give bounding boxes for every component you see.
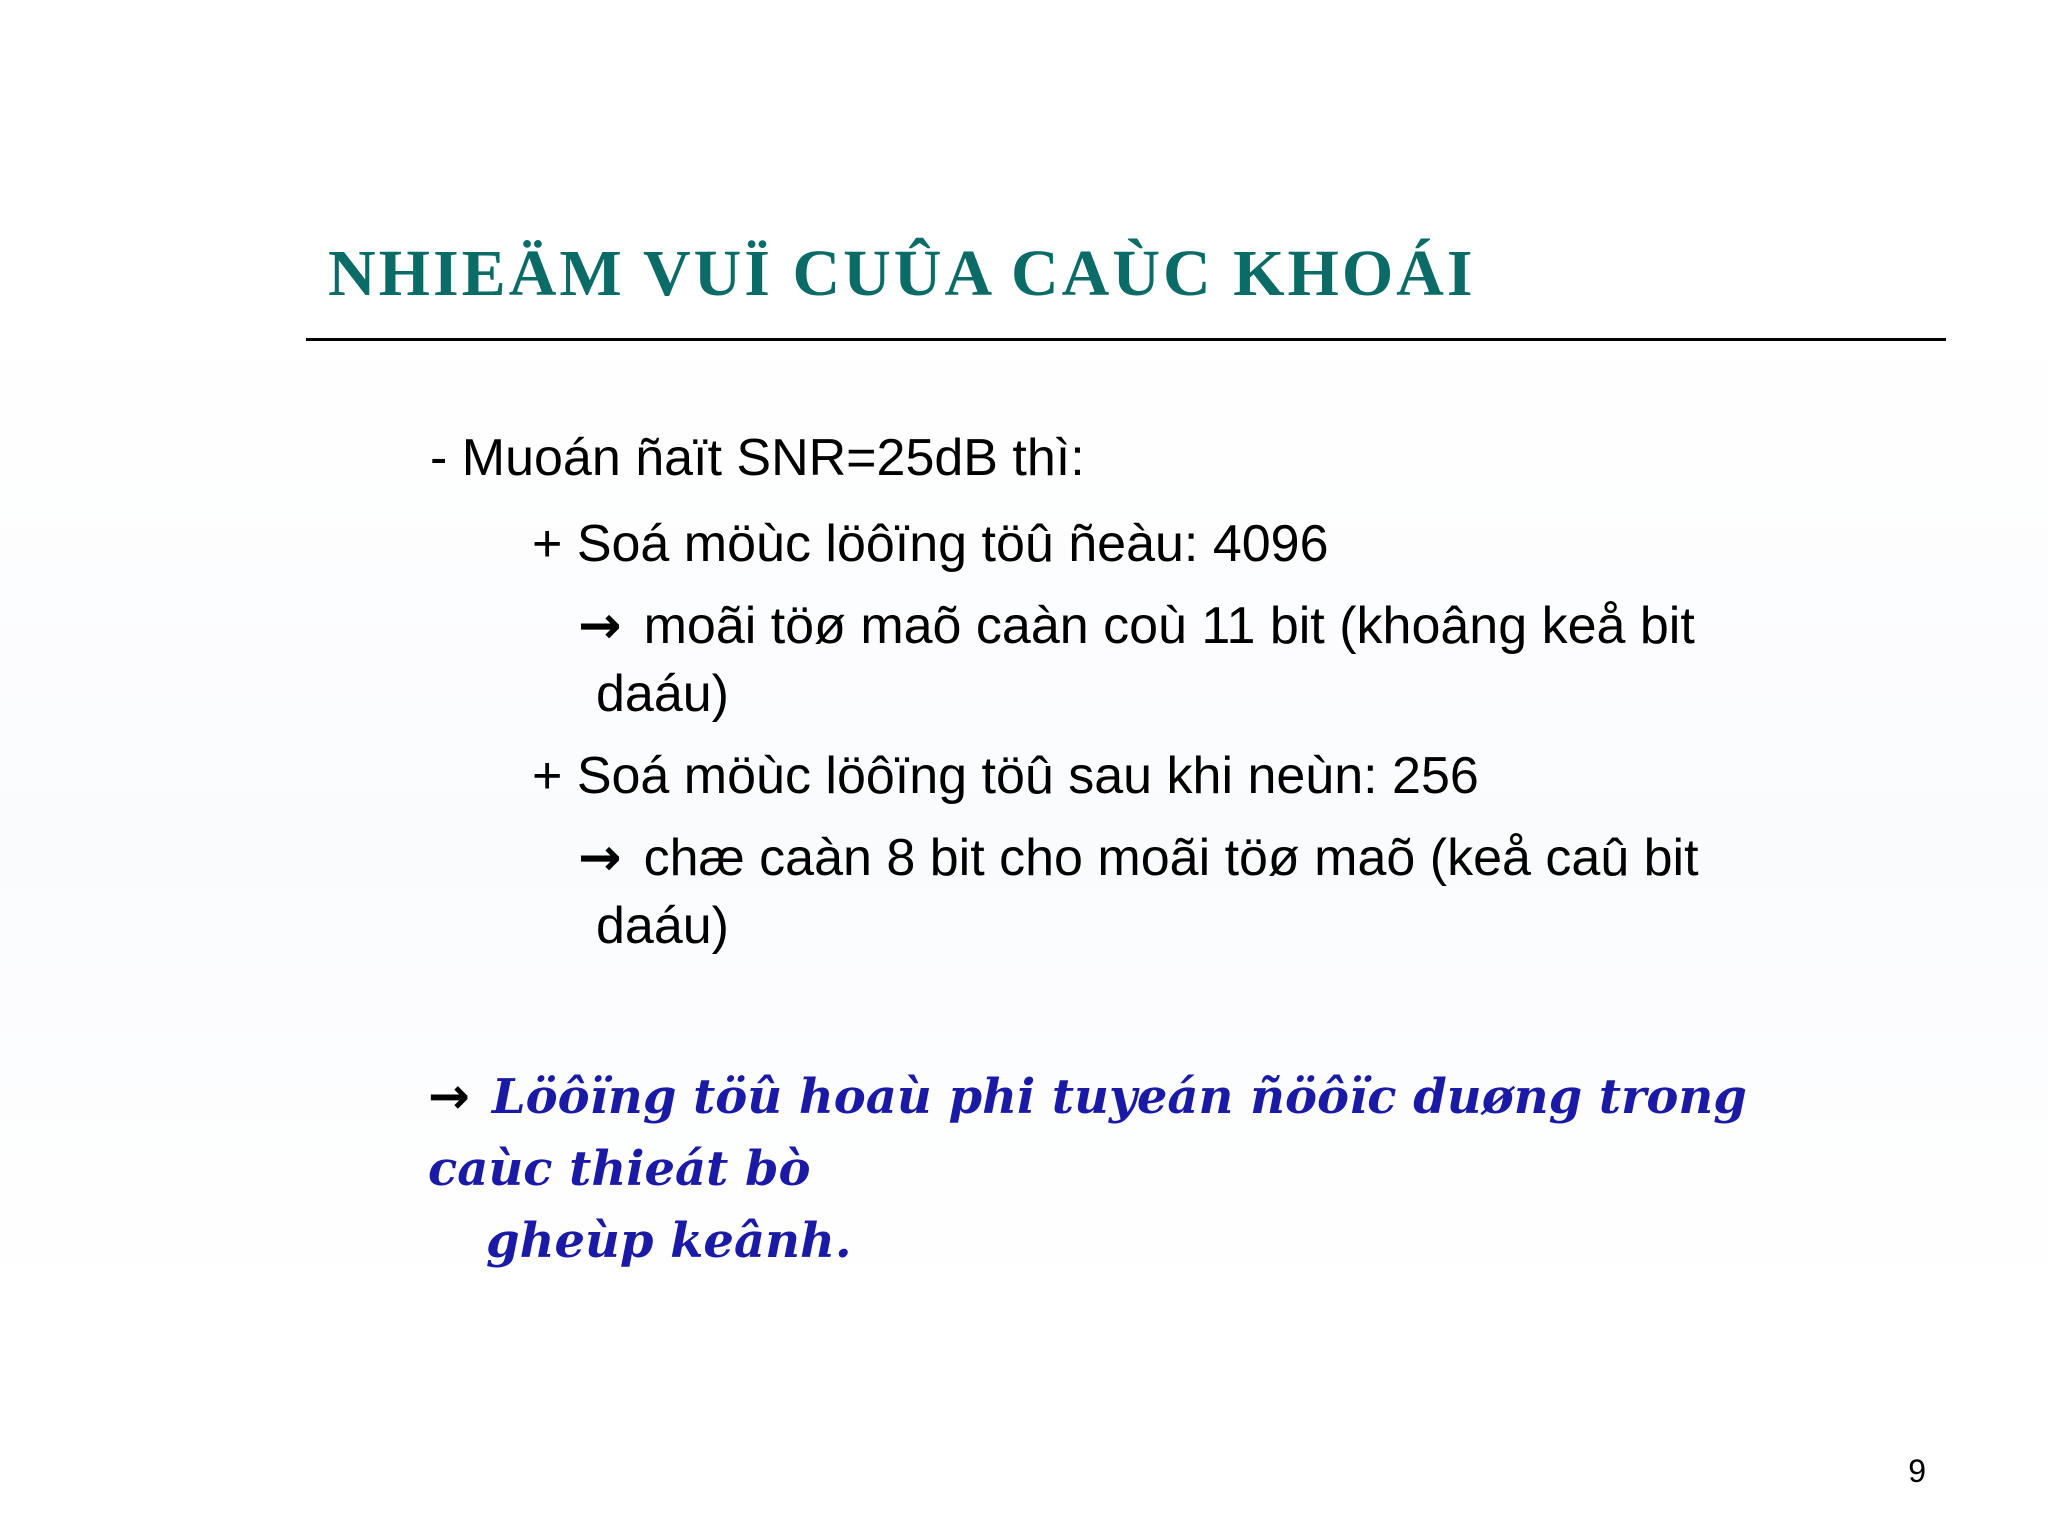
conclusion-note	[428, 1060, 1868, 1277]
conclusion-line-2: gheùp keânh.	[486, 1213, 852, 1269]
title-divider	[306, 338, 1946, 341]
slide-title: NHIEÄM VUÏ CUÛA CAÙC KHOÁI	[328, 237, 1476, 310]
bullet-uniform-bits-text: moãi töø maõ caàn coù 11 bit (khoâng keå bit	[643, 597, 1695, 655]
conclusion-line-1: Löôïng töû hoaù phi tuyeán ñöôïc duøng trong caùc thieát bò	[428, 1069, 1747, 1197]
right-arrow-icon: →	[428, 1067, 470, 1125]
bullet-compressed-bits	[578, 826, 1699, 890]
bullet-uniform-bits	[578, 594, 1695, 658]
bullet-compressed-bits-continuation: daáu)	[596, 897, 729, 955]
bullet-uniform-bits-continuation: daáu)	[596, 665, 729, 723]
right-arrow-icon: →	[578, 596, 622, 656]
bullet-snr-requirement: - Muoán ñaït SNR=25dB thì:	[430, 429, 1085, 487]
bullet-compressed-levels: + Soá möùc löôïng töû sau khi neùn: 256	[532, 747, 1479, 805]
bullet-compressed-bits-text: chæ caàn 8 bit cho moãi töø maõ (keå caû bit	[643, 829, 1699, 887]
right-arrow-icon: →	[578, 828, 622, 888]
page-number: 9	[1908, 1453, 1926, 1489]
bullet-uniform-levels: + Soá möùc löôïng töû ñeàu: 4096	[532, 515, 1329, 573]
